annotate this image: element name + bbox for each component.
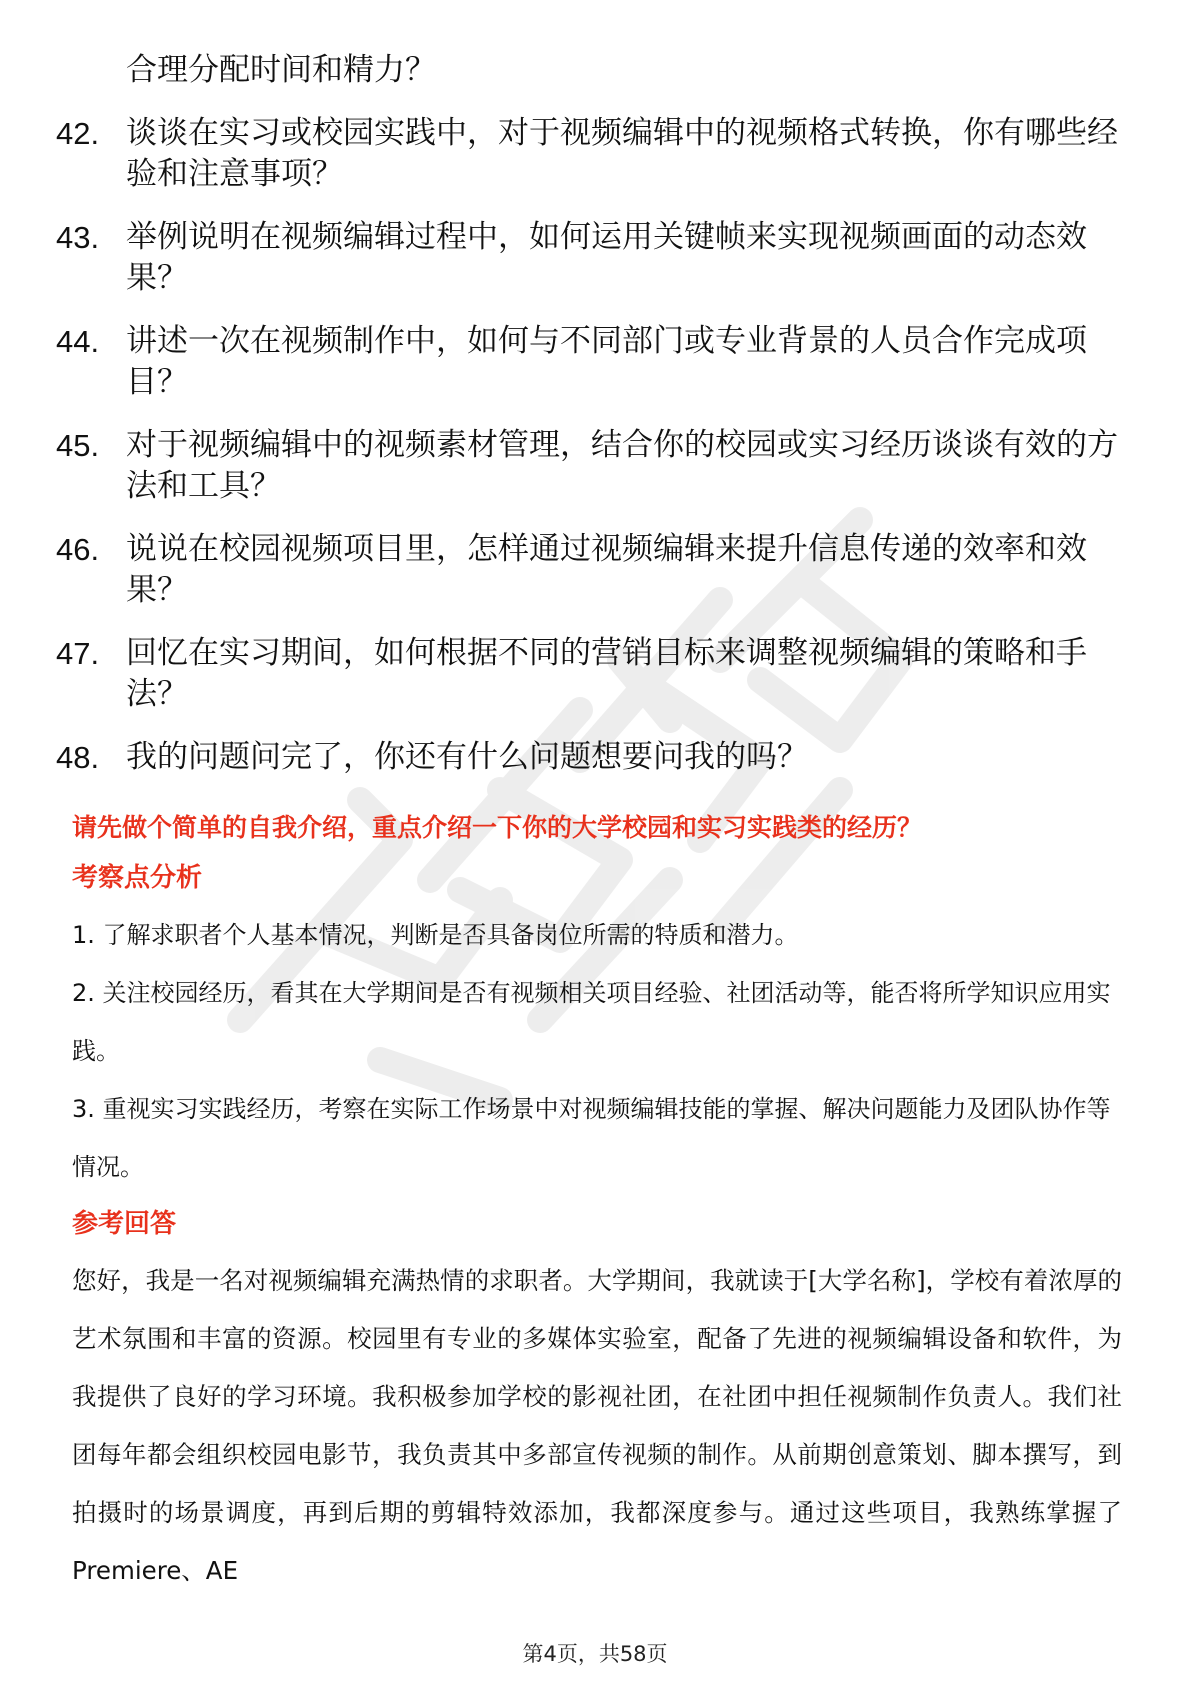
question-text: 我的问题问完了，你还有什么问题想要问我的吗？	[126, 739, 808, 775]
question-item	[56, 217, 1136, 299]
question-item	[56, 321, 1136, 403]
question-item	[56, 113, 1136, 195]
question-number: 42.	[56, 116, 100, 151]
answer-text: 您好，我是一名对视频编辑充满热情的求职者。大学期间，我就读于[大学名称]，学校有着浓厚的艺术氛围和丰富的资源。校园里有专业的多媒体实验室，配备了先进的视频编辑设备和软件，为我提供了良好的学习环境。我积极参加学校的影视社团，在社团中担任视频制作负责人。我们社团每年都会组织校园电影节，我负责其中多部宣传视频的制作。从前期创意策划、脚本撰写，到拍摄时的场景调度，再到后期的剪辑特效添加，我都深度参与。通过这些项目，我熟练掌握了Premiere、AE	[72, 1266, 1122, 1585]
question-continuation: 合理分配时间和精力？	[126, 52, 436, 88]
answer-heading: 参考回答	[72, 1209, 177, 1239]
question-item	[56, 737, 1136, 778]
analysis-point: 3. 重视实习实践经历，考察在实际工作场景中对视频编辑技能的掌握、解决问题能力及团队协作等情况。	[72, 1095, 1111, 1181]
question-text: 讲述一次在视频制作中，如何与不同部门或专业背景的人员合作完成项目？	[126, 323, 1087, 400]
question-text: 说说在校园视频项目里，怎样通过视频编辑来提升信息传递的效率和效果？	[126, 531, 1087, 608]
question-item	[56, 633, 1136, 715]
question-number: 48.	[56, 740, 100, 775]
analysis-heading: 考察点分析	[72, 863, 203, 893]
question-text: 对于视频编辑中的视频素材管理，结合你的校园或实习经历谈谈有效的方法和工具？	[126, 427, 1118, 504]
question-item	[56, 529, 1136, 611]
question-item	[56, 425, 1136, 507]
answer-section	[72, 810, 1122, 1600]
page-footer: 第4页，共58页	[522, 1642, 668, 1666]
question-number: 44.	[56, 324, 100, 359]
question-list	[56, 50, 1136, 800]
question-text: 谈谈在实习或校园实践中，对于视频编辑中的视频格式转换，你有哪些经验和注意事项？	[126, 115, 1118, 192]
question-text: 回忆在实习期间，如何根据不同的营销目标来调整视频编辑的策略和手法？	[126, 635, 1087, 712]
analysis-point: 2. 关注校园经历，看其在大学期间是否有视频相关项目经验、社团活动等，能否将所学知识应用实践。	[72, 979, 1111, 1065]
question-number: 46.	[56, 532, 100, 567]
question-text: 举例说明在视频编辑过程中，如何运用关键帧来实现视频画面的动态效果？	[126, 219, 1087, 296]
analysis-point: 1. 了解求职者个人基本情况，判断是否具备岗位所需的特质和潜力。	[72, 921, 799, 949]
question-number: 47.	[56, 636, 100, 671]
section-question: 请先做个简单的自我介绍，重点介绍一下你的大学校园和实习实践类的经历？	[72, 813, 923, 842]
question-number: 43.	[56, 220, 100, 255]
question-number: 45.	[56, 428, 100, 463]
